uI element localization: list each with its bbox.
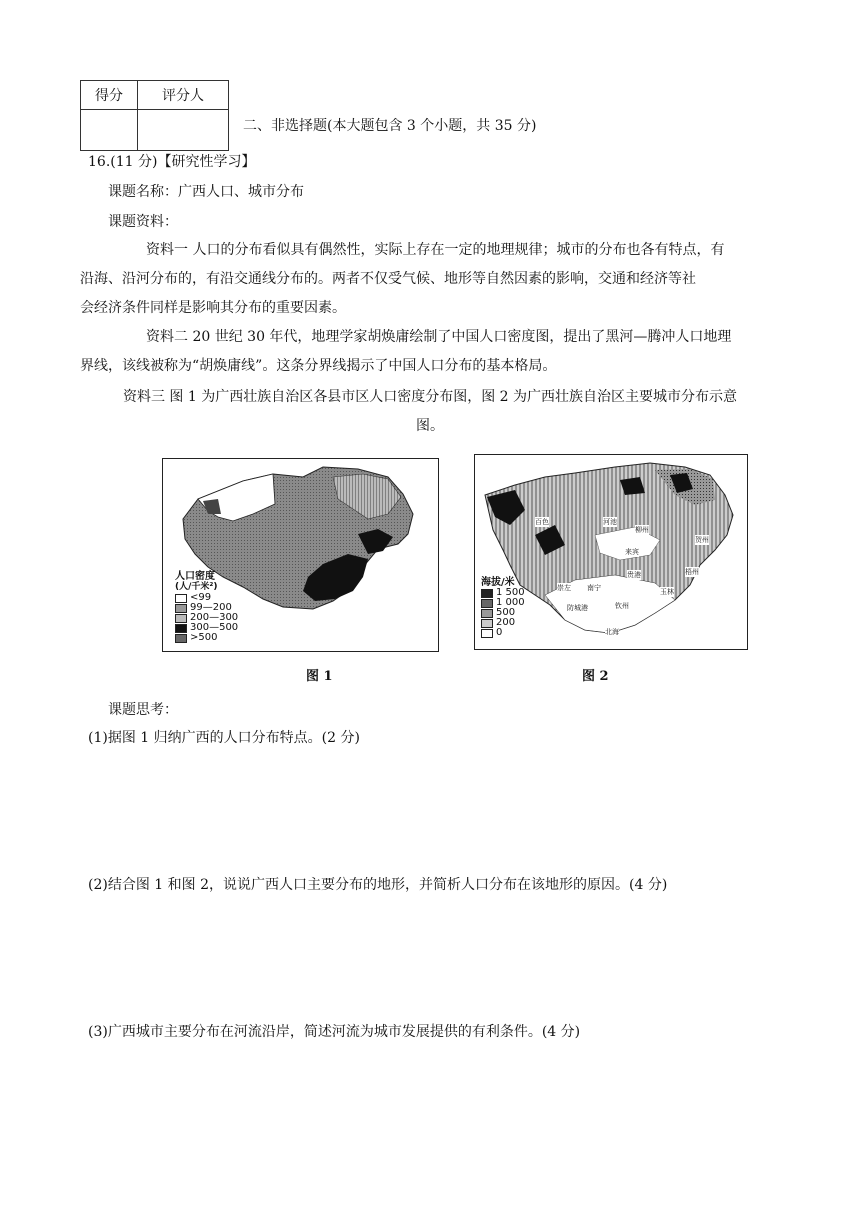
question-header: 16.(11 分)【研究性学习】 [88,154,256,170]
figure-2-legend [481,577,525,638]
city-label-guigang: 贵港 [627,571,641,579]
legend-swatch [481,619,493,628]
figure-1-caption: 图 1 [306,669,333,684]
legend-label: 0 [496,627,503,638]
legend-swatch [481,629,493,638]
material-one [80,236,780,323]
legend-swatch [175,594,187,603]
legend-label: >500 [190,632,218,643]
city-label-chongzuo: 崇左 [557,584,571,592]
legend-label: <99 [190,592,212,603]
figure-1-legend [175,571,238,643]
material-one-line: 沿海、沿河分布的，有沿交通线分布的。两者不仅受气候、地形等自然因素的影响，交通和经济等社 [80,271,696,287]
grader-cell[interactable] [138,110,229,151]
answer-area-1[interactable] [88,752,768,862]
legend-item [481,628,525,638]
thinking-label: 课题思考： [108,702,178,718]
answer-area-3[interactable] [88,1048,768,1168]
city-label-nanning: 南宁 [587,584,601,592]
question-2: (2)结合图 1 和图 2，说说广西人口主要分布的地形，并简析人口分布在该地形的原因。(4 分) [88,877,668,893]
city-label-hechi: 河池 [603,518,617,526]
legend-label: 1 500 [496,587,525,598]
city-label-fangchenggang: 防城港 [567,604,588,612]
question-3: (3)广西城市主要分布在河流沿岸，简述河流为城市发展提供的有利条件。(4 分) [88,1024,581,1040]
score-table [80,80,229,151]
answer-area-2[interactable] [88,900,768,1010]
city-label-wuzhou: 梧州 [685,568,699,576]
material-two-line: 界线，该线被称为“胡焕庸线”。这条分界线揭示了中国人口分布的基本格局。 [80,358,557,374]
legend-unit: (人/千米²) [175,582,218,592]
city-label-beihai: 北海 [605,628,619,636]
legend-swatch [481,589,493,598]
city-label-hezhou: 贺州 [695,536,709,544]
legend-swatch [175,624,187,633]
score-cell[interactable] [81,110,138,151]
legend-label: 200—300 [190,612,239,623]
legend-item [175,633,238,643]
material-two [80,323,780,381]
legend-label: 300—500 [190,622,239,633]
material-three-line: 资料三 图 1 为广西壮族自治区各县市区人口密度分布图，图 2 为广西壮族自治区主要城市分布示意 [122,389,738,405]
score-header: 得分 [81,81,138,110]
grader-header: 评分人 [138,81,229,110]
legend-label: 500 [496,607,516,618]
legend-swatch [481,609,493,618]
city-label-laibin: 来宾 [625,548,639,556]
section-title: 二、非选择题(本大题包含 3 个小题，共 35 分) [243,118,537,134]
legend-swatch [175,604,187,613]
legend-item [481,618,525,628]
legend-label: 99—200 [190,602,232,613]
legend-title: 海拔/米 [481,577,515,588]
question-1: (1)据图 1 归纳广西的人口分布特点。(2 分) [88,730,360,746]
material-one-line: 资料一 人口的分布看似具有偶然性，实际上存在一定的地理规律；城市的分布也各有特点，有 [146,242,725,258]
topic-name: 课题名称：广西人口、城市分布 [108,184,304,200]
city-label-liuzhou: 柳州 [635,526,649,534]
material-three [80,383,780,441]
legend-title: 人口密度 [175,571,215,582]
city-label-yulin: 玉林 [660,588,674,596]
material-one-line: 会经济条件同样是影响其分布的重要因素。 [80,300,346,316]
material-two-line: 资料二 20 世纪 30 年代，地理学家胡焕庸绘制了中国人口密度图，提出了黑河—腾冲人口地理 [146,329,732,345]
figure-2-caption: 图 2 [582,669,609,684]
legend-swatch [175,634,187,643]
city-label-qinzhou: 钦州 [615,602,629,610]
materials-label: 课题资料： [108,214,178,230]
material-three-line: 图。 [416,418,444,434]
legend-swatch [481,599,493,608]
legend-label: 200 [496,617,516,628]
city-label-baise: 百色 [535,518,549,526]
figure-1-population-density-map [162,458,439,652]
legend-label: 1 000 [496,597,525,608]
legend-swatch [175,614,187,623]
figure-2-city-distribution-map [474,454,748,650]
